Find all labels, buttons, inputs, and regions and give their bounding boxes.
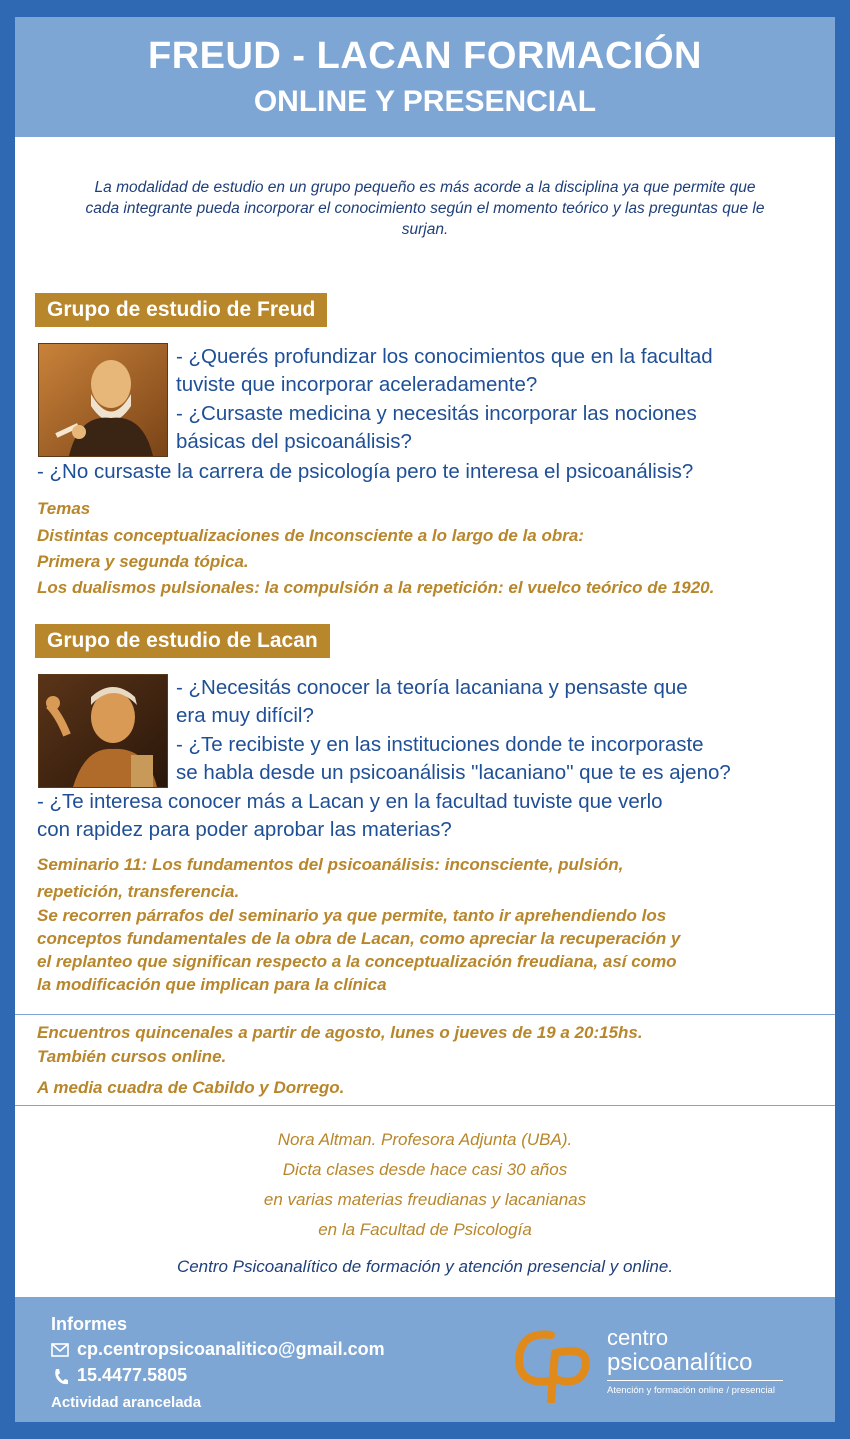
email-link[interactable]: cp.centropsicoanalitico@gmail.com <box>77 1339 385 1359</box>
schedule-line-1: Encuentros quincenales a partir de agosto, lunes o jueves de 19 a 20:15hs. <box>37 1023 643 1042</box>
freud-topic-3: Los dualismos pulsionales: la compulsión a la repetición: el vuelco teórico de 1920. <box>37 578 715 597</box>
lacan-question-1a: - ¿Necesitás conocer la teoría lacaniana y pensaste que <box>176 676 688 699</box>
lacan-seminar-line-5: el replanteo que significan respecto a la conceptualización freudiana, así como <box>37 952 677 971</box>
freud-topics-title: Temas <box>37 499 91 518</box>
phone-icon <box>53 1368 69 1386</box>
lacan-seminar-line-1: Seminario 11: Los fundamentos del psicoanálisis: inconsciente, pulsión, <box>37 855 624 874</box>
footer-banner <box>15 1297 835 1422</box>
freud-question-1b: tuviste que incorporar aceleradamente? <box>176 373 538 396</box>
intro-paragraph: La modalidad de estudio en un grupo pequeño es más acorde a la disciplina ya que permite que cada integrante pueda incorporar el conocimiento según el momento teórico y las preguntas que le surjan. <box>85 179 765 238</box>
bio-line-2: Dicta clases desde hace casi 30 años <box>282 1160 568 1179</box>
informes-label: Informes <box>51 1314 128 1334</box>
lacan-seminar-line-4: conceptos fundamentales de la obra de Lacan, como apreciar la recuperación y <box>37 929 681 948</box>
lacan-question-2b: se habla desde un psicoanálisis "lacaniano" que te es ajeno? <box>176 761 731 784</box>
fee-note: Actividad arancelada <box>51 1394 202 1411</box>
header-banner <box>15 17 835 137</box>
phone-number[interactable]: 15.4477.5805 <box>77 1365 188 1385</box>
freud-question-2a: - ¿Cursaste medicina y necesitás incorporar las nociones <box>176 402 697 425</box>
logo-rule <box>607 1380 783 1381</box>
freud-question-2b: básicas del psicoanálisis? <box>176 430 412 453</box>
cp-logo-icon <box>511 1323 601 1403</box>
centro-description: Centro Psicoanalítico de formación y atención presencial y online. <box>176 1257 674 1276</box>
bio-line-3: en varias materias freudianas y lacanianas <box>263 1190 587 1209</box>
envelope-icon <box>51 1343 69 1357</box>
lacan-seminar-line-2: repetición, transferencia. <box>37 882 240 901</box>
freud-photo <box>38 343 168 457</box>
schedule-line-2: También cursos online. <box>37 1047 227 1066</box>
logo-line-1: centro <box>607 1325 669 1350</box>
lacan-question-3b: con rapidez para poder aprobar las materias? <box>37 818 452 841</box>
lacan-seminar-line-3: Se recorren párrafos del seminario ya que permite, tanto ir aprehendiendo los <box>37 906 667 925</box>
freud-section-heading: Grupo de estudio de Freud <box>35 293 327 327</box>
freud-question-3: - ¿No cursaste la carrera de psicología pero te interesa el psicoanálisis? <box>37 460 694 483</box>
divider <box>15 1105 835 1106</box>
lacan-section-heading: Grupo de estudio de Lacan <box>35 624 330 658</box>
page-subtitle: ONLINE Y PRESENCIAL <box>253 85 597 118</box>
freud-topic-1: Distintas conceptualizaciones de Inconsciente a lo largo de la obra: <box>37 526 584 545</box>
logo-line-2: psicoanalítico <box>607 1349 753 1376</box>
lacan-question-2a: - ¿Te recibiste y en las instituciones donde te incorporaste <box>176 733 704 756</box>
divider <box>15 1014 835 1015</box>
lacan-question-3a: - ¿Te interesa conocer más a Lacan y en la facultad tuviste que verlo <box>37 790 663 813</box>
lacan-seminar-line-6: la modificación que implican para la clínica <box>37 975 387 994</box>
bio-line-4: en la Facultad de Psicología <box>318 1220 532 1239</box>
page-title: FREUD - LACAN FORMACIÓN <box>147 35 702 77</box>
flyer-card <box>15 17 835 1422</box>
lacan-photo <box>38 674 168 788</box>
freud-question-1a: - ¿Querés profundizar los conocimientos que en la facultad <box>176 345 713 368</box>
lacan-question-1b: era muy difícil? <box>176 704 314 727</box>
bio-line-1: Nora Altman. Profesora Adjunta (UBA). <box>277 1130 573 1149</box>
location-line: A media cuadra de Cabildo y Dorrego. <box>37 1078 345 1097</box>
logo-tagline: Atención y formación online / presencial <box>607 1385 775 1396</box>
freud-topic-2: Primera y segunda tópica. <box>37 552 249 571</box>
